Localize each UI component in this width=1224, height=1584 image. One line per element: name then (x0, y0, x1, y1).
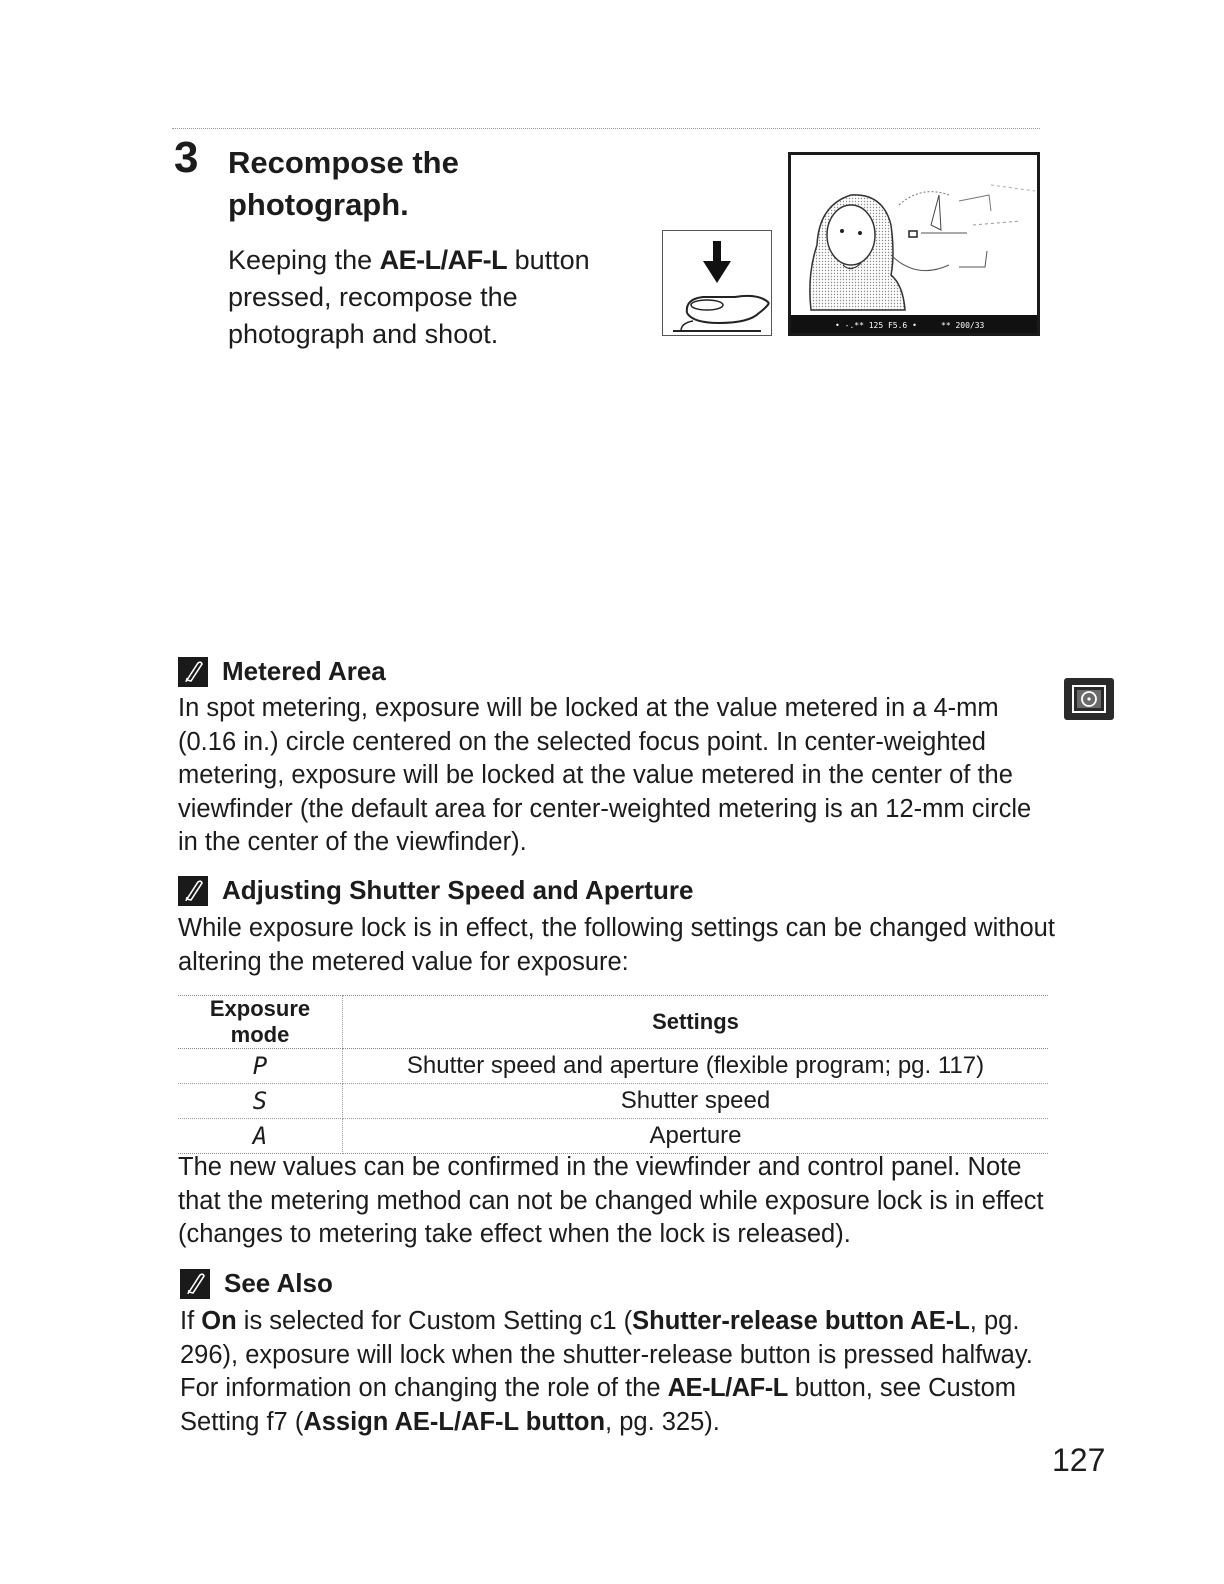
step-body (228, 242, 648, 353)
mode-p: P (252, 1051, 268, 1080)
custom-setting-f7-name: Assign AE-L/AF-L button (303, 1407, 606, 1436)
finger-press-icon (663, 231, 771, 335)
metered-area-body: In spot metering, exposure will be locked at the value metered in a 4-mm (0.16 in.) circle centered on the selected focus point. In center-weighted metering, exposure will be locked at the value metered in the center of the viewfinder (the default area for center-weighted metering is an 12-mm circle in the center of the viewfinder). (178, 694, 1032, 856)
custom-setting-c1-name: Shutter-release button AE-L (632, 1307, 970, 1335)
see-also-text-3: , pg. 296), exposure will lock when the shutter-release button is pressed halfway. For information on changing the role of the (180, 1307, 1033, 1402)
header-exposure-mode: Exposure mode (178, 996, 343, 1049)
settings-cell: Aperture (343, 1119, 1049, 1154)
ae-l-af-l-label: AE-L/AF-L (667, 1374, 788, 1402)
step-title: Recompose the photograph. (228, 145, 459, 222)
see-also-body (180, 1305, 1060, 1439)
ae-l-af-l-label: AE-L/AF-L (379, 245, 508, 275)
adjusting-intro: While exposure lock is in effect, the following settings can be changed without altering the metered value for exposure: (178, 914, 1055, 976)
mode-s: S (252, 1086, 268, 1115)
step-body-text-1: Keeping the (228, 245, 380, 275)
table-row (178, 1084, 1048, 1119)
viewfinder-scene (791, 155, 1037, 333)
adjusting-title: Adjusting Shutter Speed and Aperture (222, 875, 694, 905)
see-also-text-2: is selected for Custom Setting c1 ( (236, 1307, 633, 1335)
step-number: 3 (174, 133, 199, 182)
see-also-text-4: button, see Custom Setting f7 ( (180, 1374, 1016, 1436)
see-also-heading (180, 1268, 333, 1299)
pencil-note-icon (180, 1269, 210, 1299)
viewfinder-illustration (788, 152, 1040, 336)
metered-area-heading (178, 656, 386, 687)
table-header-row (178, 996, 1048, 1049)
on-option: On (201, 1307, 237, 1335)
pencil-note-icon (178, 876, 208, 906)
settings-cell: Shutter speed and aperture (flexible program; pg. 117) (343, 1049, 1049, 1084)
table-row (178, 1119, 1048, 1154)
see-also-text-5: , pg. 325). (605, 1407, 720, 1436)
top-rule (172, 128, 1040, 129)
side-tab (1064, 678, 1114, 720)
viewfinder-readout-right: ** 200/33 (941, 321, 985, 330)
settings-cell: Shutter speed (343, 1084, 1049, 1119)
table-row (178, 1049, 1048, 1084)
header-settings: Settings (343, 996, 1049, 1049)
button-press-illustration (662, 230, 772, 336)
mode-a: A (252, 1121, 268, 1150)
see-also-text-1: If (180, 1307, 202, 1335)
viewfinder-readout-left: • -.** 125 F5.6 • (835, 321, 917, 330)
adjusting-after: The new values can be confirmed in the viewfinder and control panel. Note that the metering method can not be changed while exposure lock is in effect (changes to metering take effect when the lock is released). (178, 1153, 1044, 1248)
metered-area-title: Metered Area (222, 656, 386, 686)
pencil-note-icon (178, 657, 208, 687)
exposure-mode-table (178, 995, 1048, 1154)
spot-metering-tab-icon (1064, 678, 1114, 720)
adjusting-heading (178, 875, 693, 906)
page-number: 127 (1052, 1442, 1106, 1478)
see-also-title: See Also (224, 1268, 333, 1298)
step-body-text-2: button pressed, recompose the photograph and shoot. (228, 245, 590, 349)
